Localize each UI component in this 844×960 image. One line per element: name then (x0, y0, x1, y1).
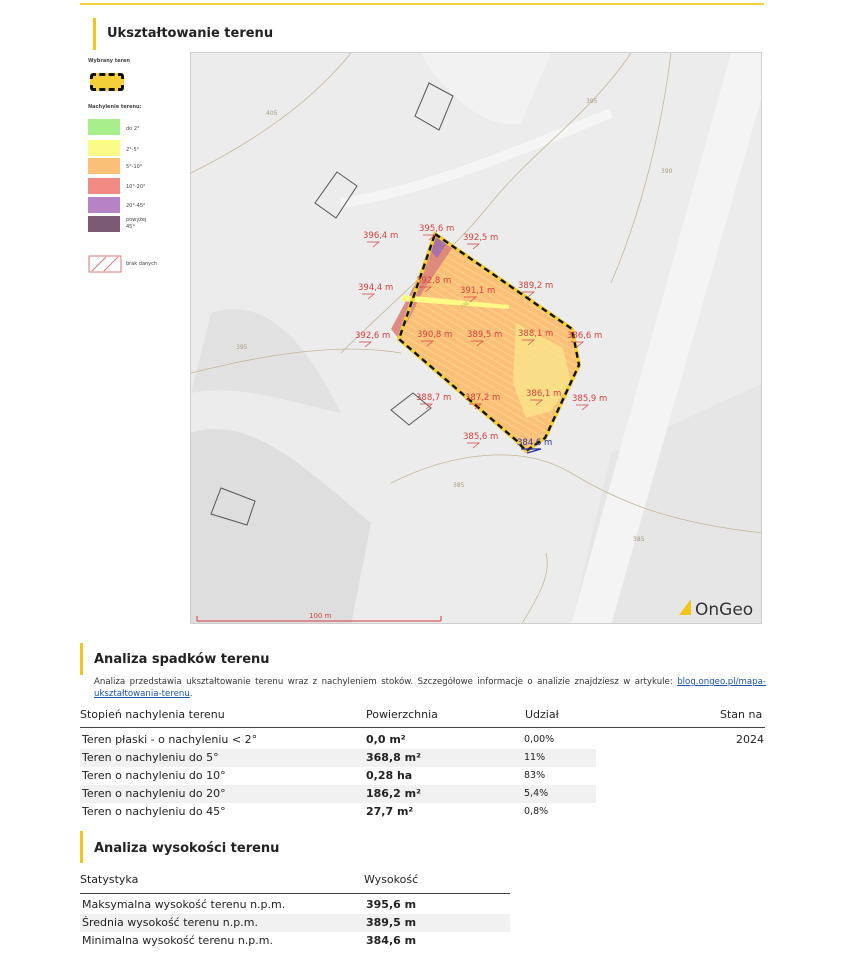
col-header-share: Udział (525, 708, 559, 721)
elevation-label: 389,5 m (467, 330, 503, 340)
legend-swatch-2-5 (88, 140, 120, 156)
row-label: Teren o nachyleniu do 45° (82, 805, 226, 818)
contour-label: 390 (661, 168, 673, 175)
heights-header-line (80, 893, 510, 894)
col-header-degree: Stopień nachylenia terenu (80, 708, 225, 721)
slopes-description (94, 676, 766, 700)
ongeo-logo-text: OnGeo (695, 600, 754, 620)
section-title-slopes: Analiza spadków terenu (94, 652, 270, 667)
elevation-label: 388,7 m (416, 393, 452, 403)
table-row (80, 914, 510, 932)
slopes-link-suffix: . (189, 689, 193, 699)
contour-label: 405 (266, 110, 278, 117)
contour-label: 385 (633, 536, 645, 543)
col-header-state: Stan na (720, 708, 763, 721)
row-value: 389,5 m (366, 916, 417, 929)
legend-no-data-swatch (88, 255, 122, 273)
legend-label-10-20: 10°-20° (126, 184, 146, 190)
elevation-label: 389,2 m (518, 281, 554, 291)
table-row (80, 932, 510, 950)
contour-label: 385 (453, 482, 465, 489)
section-title-terrain: Ukształtowanie terenu (107, 26, 274, 41)
legend-swatch-20-45 (88, 197, 120, 213)
legend-swatch-above-45 (88, 216, 120, 232)
row-label: Średnia wysokość terenu n.p.m. (82, 916, 258, 929)
row-area: 368,8 m² (366, 751, 421, 764)
table-row (80, 767, 596, 785)
terrain-map-svg (191, 53, 762, 624)
legend-swatch-5-10 (88, 158, 120, 174)
elevation-label: 392,5 m (463, 233, 499, 243)
legend-label-5-10: 5°-10° (126, 164, 143, 170)
slopes-description-text: Analiza przedstawia ukształtowanie terenu wraz z nachyleniem stoków. Szczegółowe informacje o analizie znajdziesz w artykule: (94, 677, 673, 687)
terrain-map[interactable] (190, 52, 762, 624)
elevation-label: 385,9 m (572, 394, 608, 404)
elevation-label: 392,8 m (416, 276, 452, 286)
row-share: 0,8% (524, 806, 549, 817)
col-header-height: Wysokość (364, 873, 419, 886)
section-marker (80, 831, 83, 863)
elevation-label-min: 384,6 m (517, 438, 553, 448)
contour-label: 395 (236, 344, 248, 351)
row-label: Maksymalna wysokość terenu n.p.m. (82, 898, 286, 911)
col-header-area: Powierzchnia (366, 708, 438, 721)
legend-slope-title: Nachylenie terenu: (88, 104, 142, 110)
elevation-label: 387,2 m (465, 393, 501, 403)
row-value: 384,6 m (366, 934, 417, 947)
table-header-line (80, 727, 765, 728)
legend-swatch-10-20 (88, 178, 120, 194)
legend-selected-label: Wybrany teren (88, 58, 130, 64)
row-area: 186,2 m² (366, 787, 421, 800)
contour-label: 395 (586, 98, 598, 105)
row-area: 0,28 ha (366, 769, 413, 782)
row-label: Teren płaski - o nachyleniu < 2° (82, 733, 258, 746)
row-area: 27,7 m² (366, 805, 414, 818)
legend-label-above-45: powyżej 45° (126, 217, 147, 230)
elevation-label: 385,6 m (463, 432, 499, 442)
elevation-label: 386,6 m (567, 331, 603, 341)
section-marker (80, 643, 83, 675)
legend-swatch-flat (88, 119, 120, 135)
row-label: Minimalna wysokość terenu n.p.m. (82, 934, 273, 947)
row-share: 83% (524, 770, 546, 781)
table-row (80, 803, 596, 821)
elevation-label: 391,1 m (460, 286, 496, 296)
section-marker (93, 18, 96, 50)
table-row (80, 896, 510, 914)
row-label: Teren o nachyleniu do 10° (82, 769, 226, 782)
legend-label-no-data: brak danych (126, 261, 158, 267)
elevation-label: 392,6 m (355, 331, 391, 341)
legend-label-flat: do 2° (126, 126, 140, 132)
scale-label: 100 m (309, 612, 332, 620)
plot-number: 396 (459, 300, 471, 311)
row-label: Teren o nachyleniu do 20° (82, 787, 226, 800)
top-divider (80, 3, 764, 5)
section-title-heights: Analiza wysokości terenu (94, 841, 280, 856)
col-header-stat: Statystyka (80, 873, 139, 886)
elevation-label: 390,8 m (417, 330, 453, 340)
elevation-label: 388,1 m (518, 329, 554, 339)
legend-label-2-5: 2°-5° (126, 147, 140, 153)
elevation-label: 395,6 m (419, 224, 455, 234)
elevation-label: 386,1 m (526, 389, 562, 399)
row-value: 395,6 m (366, 898, 417, 911)
row-share: 11% (524, 752, 546, 763)
legend-selected-swatch (90, 73, 124, 91)
table-row (80, 785, 596, 803)
state-value: 2024 (736, 733, 764, 746)
elevation-label: 396,4 m (363, 231, 399, 241)
row-area: 0,0 m² (366, 733, 406, 746)
row-label: Teren o nachyleniu do 5° (82, 751, 219, 764)
slopes-article-link[interactable]: blog.ongeo.pl/mapa-ukształtowania-terenu (94, 677, 766, 699)
row-share: 5,4% (524, 788, 549, 799)
elevation-label: 394,4 m (358, 283, 394, 293)
row-share: 0,00% (524, 734, 555, 745)
legend-label-20-45: 20°-45° (126, 203, 146, 209)
table-row (80, 731, 596, 749)
table-row (80, 749, 596, 767)
